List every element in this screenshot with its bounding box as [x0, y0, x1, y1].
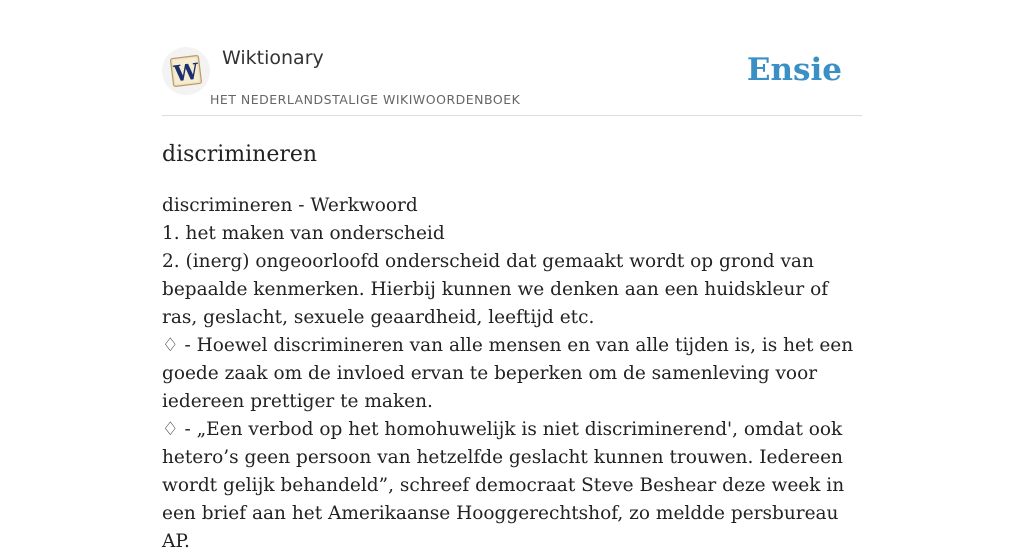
definition-1: 1. het maken van onderscheid: [162, 223, 445, 244]
definition-2: 2. (inerg) ongeoorloofd onderscheid dat gemaakt wordt op grond van bepaalde kenmerken. Hierbij kunnen we denken aan een huidskleur of ras, geslacht, sexuele geaardheid, leeftijd etc.: [162, 251, 829, 328]
entry-title: discrimineren: [162, 142, 318, 167]
site-name[interactable]: Wiktionary: [222, 47, 324, 69]
ensie-brand-logo[interactable]: Ensie: [746, 52, 842, 88]
site-header: [162, 0, 862, 116]
example-2: ♢ - „Een verbod op het homohuwelijk is niet discriminerend', omdat ook hetero’s geen persoon van hetzelfde geslacht kunnen trouwen. Iedereen wordt gelijk behandeld”, schreef democraat Steve Beshear deze week in een brief aan het Amerikaanse Hooggerechtshof, zo meldde persbureau AP.: [162, 419, 845, 552]
example-1: ♢ - Hoewel discrimineren van alle mensen en van alle tijden is, is het een goede zaak om de invloed ervan te beperken om de samenleving voor iedereen prettiger te maken.: [162, 335, 854, 412]
wiktionary-logo-icon[interactable]: [162, 47, 210, 95]
entry-word-class: discrimineren - Werkwoord: [162, 195, 418, 216]
entry-body: [162, 192, 864, 556]
svg-text:W: W: [172, 58, 201, 88]
site-tagline: HET NEDERLANDSTALIGE WIKIWOORDENBOEK: [210, 92, 521, 107]
